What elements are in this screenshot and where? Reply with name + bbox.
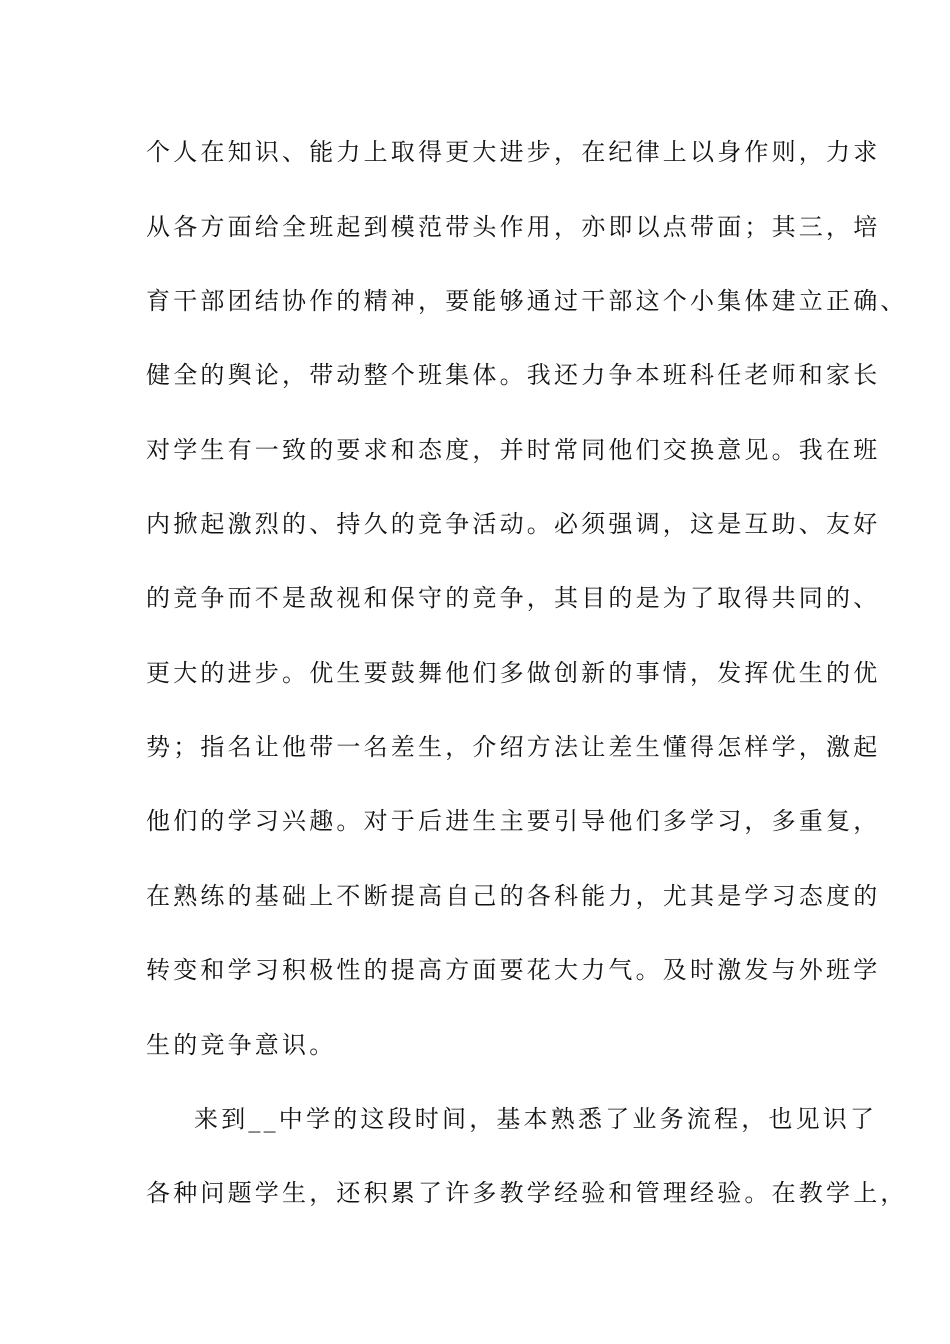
text-line: 对学生有一致的要求和态度，并时常同他们交换意见。我在班 (146, 436, 881, 464)
text-line: 内掀起激烈的、持久的竞争活动。必须强调，这是互助、友好 (146, 510, 881, 538)
text-line: 健全的舆论，带动整个班集体。我还力争本班科任老师和家长 (146, 361, 881, 389)
paragraph-first-line: 来到__中学的这段时间，基本熟悉了业务流程，也见识了 (194, 1105, 878, 1133)
text-line: 育干部团结协作的精神，要能够通过干部这个小集体建立正确、 (146, 287, 908, 315)
text-line: 从各方面给全班起到模范带头作用，亦即以点带面；其三，培 (146, 213, 881, 241)
text-line: 更大的进步。优生要鼓舞他们多做创新的事情，发挥优生的优 (146, 659, 881, 687)
text-line: 他们的学习兴趣。对于后进生主要引导他们多学习，多重复， (146, 807, 881, 835)
text-line: 个人在知识、能力上取得更大进步，在纪律上以身作则，力求 (146, 138, 881, 166)
text-line: 生的竞争意识。 (146, 1031, 337, 1059)
text-line: 势；指名让他带一名差生，介绍方法让差生懂得怎样学，激起 (146, 733, 881, 761)
text-line: 各种问题学生，还积累了许多教学经验和管理经验。在教学上， (146, 1179, 908, 1207)
text-line: 的竞争而不是敌视和保守的竞争，其目的是为了取得共同的、 (146, 584, 881, 612)
text-line: 转变和学习积极性的提高方面要花大力气。及时激发与外班学 (146, 956, 881, 984)
text-line: 在熟练的基础上不断提高自己的各科能力，尤其是学习态度的 (146, 882, 881, 910)
